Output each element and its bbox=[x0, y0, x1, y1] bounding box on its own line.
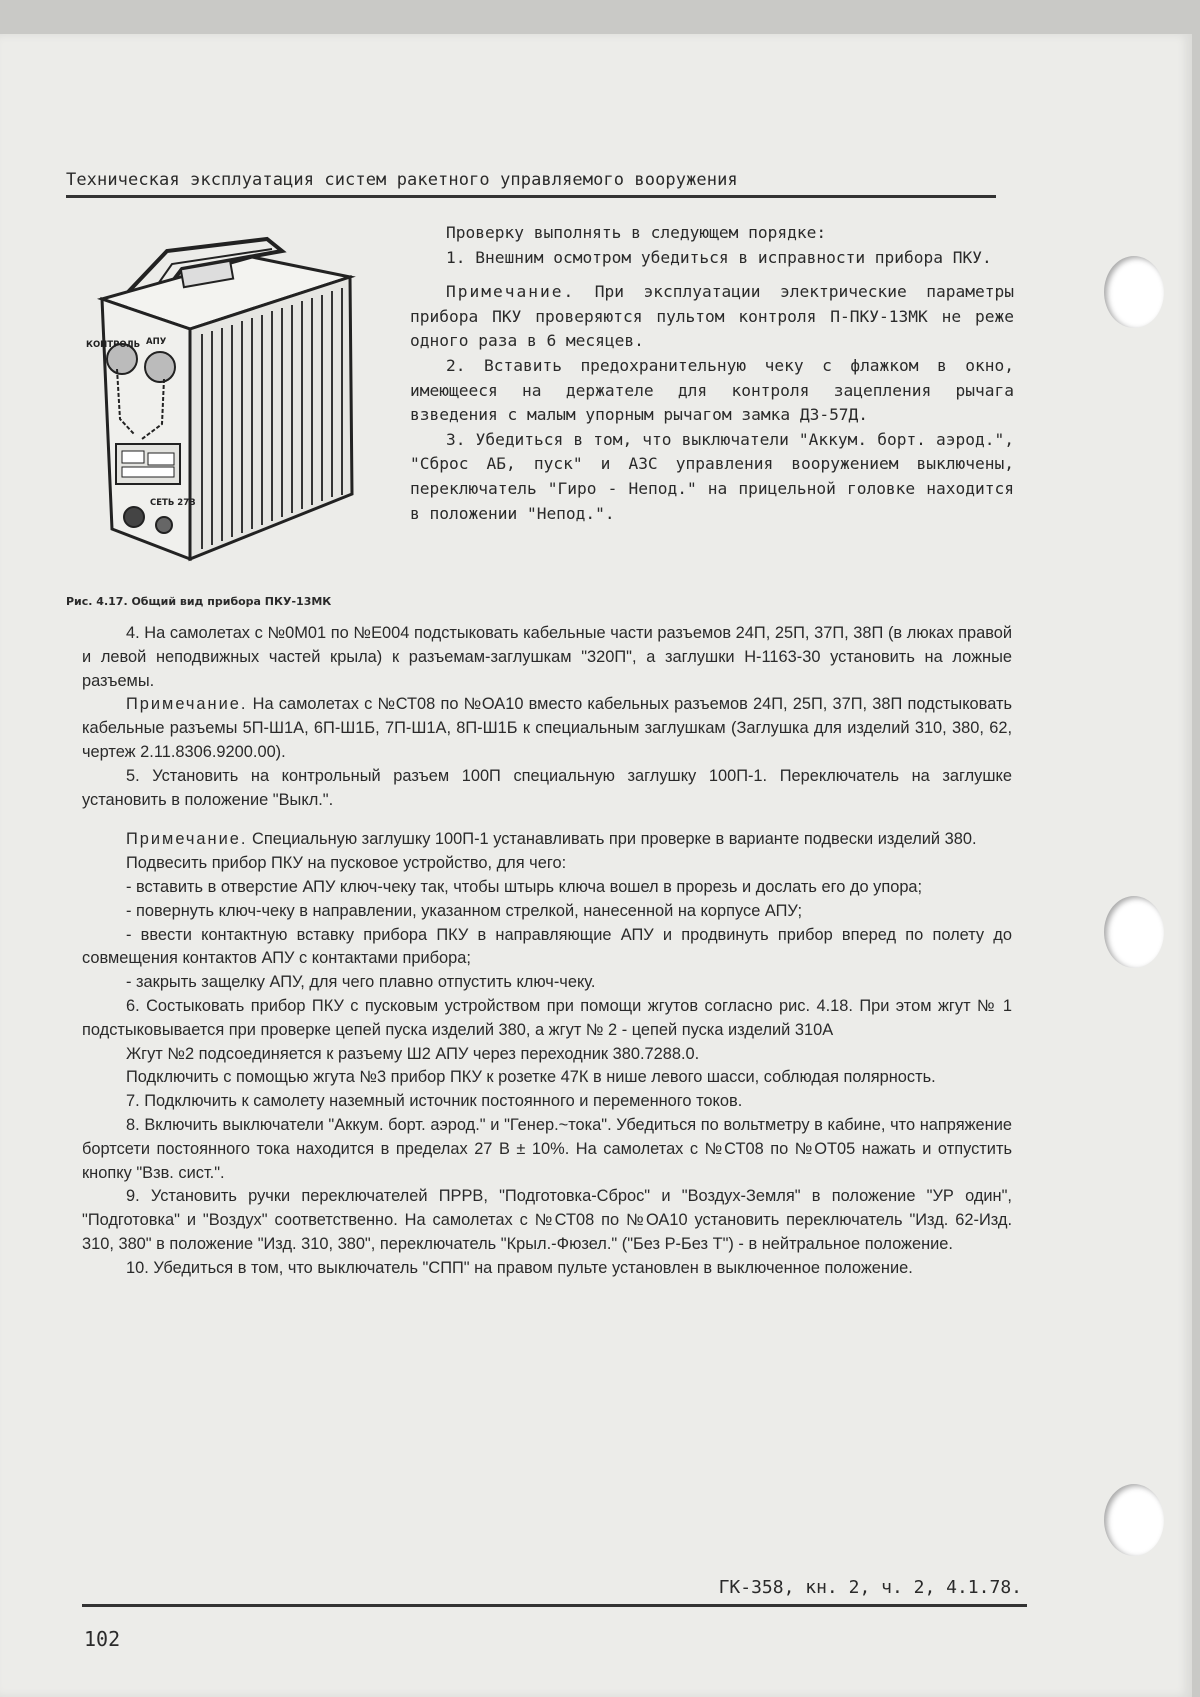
intro-column bbox=[410, 221, 1014, 526]
paragraph: 4. На самолетах с №0М01 по №Е004 подстыковать кабельные части разъемов 24П, 25П, 37П, 38П (в люках правой и левой неподвижных частей крыла) к разъемам-заглушкам "320П", а заглушки Н-1163-30 установить на ложные разъемы. bbox=[82, 624, 1012, 690]
note bbox=[410, 280, 1014, 354]
paragraph: 5. Установить на контрольный разъем 100П специальную заглушку 100П-1. Переключатель на заглушке установить в положение "Выкл.". bbox=[82, 766, 1012, 809]
label-apu: АПУ bbox=[146, 337, 167, 347]
paragraph: 8. Включить выключатели "Аккум. борт. аэрод." и "Генер.~тока". Убедиться по вольтметру в кабине, что напряжение бортсети постоянного тока находится в пределах 27 В ± 10%. На самолетах с №СТ08 по №ОТ05 нажать и отпустить кнопку "Взв. сист.". bbox=[82, 1115, 1012, 1182]
document-reference: ГК-358, кн. 2, ч. 2, 4.1.78. bbox=[718, 1577, 1022, 1598]
running-header: Техническая эксплуатация систем ракетного управляемого вооружения bbox=[66, 170, 738, 190]
header-rule bbox=[66, 195, 996, 198]
note bbox=[82, 828, 1012, 852]
binder-hole bbox=[1104, 896, 1164, 968]
note-text: При эксплуатации электрические параметры прибора ПКУ проверяются пультом контроля П-ПКУ-13МК не реже одного раза в 6 месяцев. bbox=[410, 282, 1014, 351]
device-illustration bbox=[72, 229, 402, 589]
paragraph: 1. Внешним осмотром убедиться в исправности прибора ПКУ. bbox=[446, 247, 992, 267]
note-text: Специальную заглушку 100П-1 устанавливать при проверке в варианте подвески изделий 380. bbox=[247, 830, 977, 849]
main-text bbox=[82, 622, 1012, 1281]
paragraph: Проверку выполнять в следующем порядке: bbox=[446, 223, 827, 242]
footer-rule bbox=[82, 1604, 1027, 1607]
binder-hole bbox=[1104, 1484, 1164, 1556]
paragraph: - ввести контактную вставку прибора ПКУ в направляющие АПУ и продвинуть прибор вперед по полету до совмещения контактов АПУ с контактами прибора; bbox=[82, 925, 1012, 968]
document-page bbox=[0, 34, 1192, 1697]
label-network: СЕТЬ 27В bbox=[150, 498, 196, 508]
paragraph: 9. Установить ручки переключателей ПРРВ, "Подготовка-Сброс" и "Воздух-Земля" в положение "УР один", "Подготовка" и "Воздух" соответственно. На самолетах с №СТ08 по №ОА10 установить переключатель "Изд. 62-Изд. 310, 380" в положение "Изд. 310, 380", переключатель "Крыл.-Фюзел." ("Без Р-Без Т") - в нейтральное положение. bbox=[82, 1187, 1012, 1253]
note bbox=[82, 693, 1012, 764]
paragraph: Жгут №2 подсоединяется к разъему Ш2 АПУ через переходник 380.7288.0. bbox=[126, 1044, 700, 1063]
paragraph: 3. Убедиться в том, что выключатели "Аккум. борт. аэрод.", "Сброс АБ, пуск" и АЗС управления вооружением выключены, переключатель "Гиро - Непод." на прицельной головке находится в положении "Непод.". bbox=[410, 429, 1014, 523]
paragraph: - закрыть защелку АПУ, для чего плавно отпустить ключ-чеку. bbox=[126, 973, 596, 992]
paragraph: Подвесить прибор ПКУ на пусковое устройство, для чего: bbox=[126, 854, 567, 873]
binder-hole bbox=[1104, 256, 1164, 328]
label-control: КОНТРОЛЬ bbox=[86, 340, 141, 350]
note-label: Примечание. bbox=[446, 282, 576, 302]
note-label: Примечание. bbox=[126, 695, 248, 714]
note-text: На самолетах с №СТ08 по №ОА10 вместо кабельных разъемов 24П, 25П, 37П, 38П подстыковать кабельные разъемы 5П-Ш1А, 6П-Ш1Б, 7П-Ш1А, 8П-Ш1Б к специальным заглушкам (Заглушка для изделий 310, 380, 62, чертеж 2.11.8306.9200.00). bbox=[82, 695, 1012, 761]
paragraph: 10. Убедиться в том, что выключатель "СПП" на правом пульте установлен в выключенное положение. bbox=[126, 1258, 913, 1277]
figure-caption: Рис. 4.17. Общий вид прибора ПКУ-13МК bbox=[66, 595, 332, 608]
note-label: Примечание. bbox=[126, 830, 248, 849]
page-number: 102 bbox=[84, 1627, 121, 1651]
paragraph: 7. Подключить к самолету наземный источник постоянного и переменного токов. bbox=[126, 1092, 743, 1111]
paragraph: Подключить с помощью жгута №3 прибор ПКУ к розетке 47К в нише левого шасси, соблюдая полярность. bbox=[126, 1068, 936, 1087]
paragraph: - повернуть ключ-чеку в направлении, указанном стрелкой, нанесенной на корпусе АПУ; bbox=[126, 901, 803, 920]
paragraph: 2. Вставить предохранительную чеку с флажком в окно, имеющееся на держателе для контроля зацепления рычага взведения с малым упорным рычагом замка ДЗ-57Д. bbox=[410, 355, 1014, 425]
paragraph: - вставить в отверстие АПУ ключ-чеку так, чтобы штырь ключа вошел в прорезь и дослать его до упора; bbox=[126, 877, 923, 896]
paragraph: 6. Состыковать прибор ПКУ с пусковым устройством при помощи жгутов согласно рис. 4.18. При этом жгут № 1 подстыковывается при проверке цепей пуска изделий 380, а жгут № 2 - цепей пуска изделий 310А bbox=[82, 996, 1012, 1039]
